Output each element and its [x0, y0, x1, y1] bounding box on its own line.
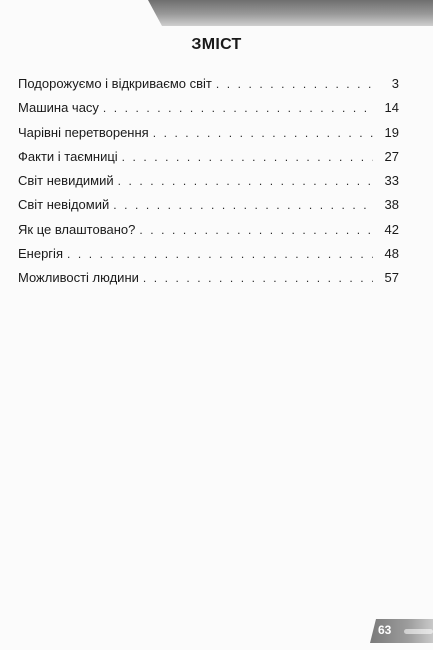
- toc-entry-page: 42: [384, 221, 399, 237]
- toc-entry-title: Світ невидимий: [18, 173, 114, 189]
- toc-entry[interactable]: [18, 100, 399, 124]
- toc-entry-title: Подорожуємо і відкриваємо світ: [18, 76, 212, 91]
- toc-entry-title: Як це влаштовано?: [18, 221, 136, 237]
- page-title: ЗМІСТ: [191, 36, 242, 53]
- page-number: 63: [378, 623, 392, 637]
- toc-dot-leader: [103, 100, 373, 116]
- toc-entry-page: 19: [384, 124, 399, 140]
- toc-entry-page: 48: [384, 246, 399, 262]
- toc-dot-leader: [67, 246, 373, 262]
- toc-dot-leader: [216, 76, 373, 92]
- toc-dot-leader: [143, 270, 373, 286]
- toc-dot-leader: [153, 125, 373, 141]
- toc-entry[interactable]: [18, 149, 399, 173]
- toc-entry-page: 57: [384, 270, 399, 286]
- toc-entry[interactable]: [18, 197, 399, 221]
- toc-dot-leader: [113, 197, 373, 213]
- footer-band-highlight: [404, 629, 433, 634]
- toc-entry[interactable]: [18, 173, 399, 197]
- toc-dot-leader: [122, 149, 373, 165]
- toc-entry-title: Машина часу: [18, 100, 99, 116]
- toc-entry[interactable]: [18, 222, 399, 246]
- toc-entry[interactable]: [18, 246, 399, 270]
- toc-entry-title: Світ невідомий: [18, 197, 110, 213]
- toc-entry-page: 38: [384, 197, 399, 213]
- table-of-contents: [18, 76, 399, 295]
- toc-entry-title: Енергія: [18, 246, 63, 262]
- toc-dot-leader: [118, 173, 373, 189]
- toc-entry-title: Факти і таємниці: [18, 148, 118, 164]
- toc-entry-page: 33: [384, 173, 399, 189]
- toc-dot-leader: [139, 222, 373, 238]
- toc-entry-page: 3: [391, 76, 399, 91]
- toc-entry-page: 27: [384, 148, 399, 164]
- toc-entry-page: 14: [384, 100, 399, 116]
- toc-entry[interactable]: [18, 270, 399, 294]
- header-decor-band: [148, 0, 433, 26]
- toc-entry[interactable]: [18, 125, 399, 149]
- toc-entry[interactable]: [18, 76, 399, 100]
- toc-entry-title: Можливості людини: [18, 270, 139, 286]
- toc-entry-title: Чарівні перетворення: [18, 124, 149, 140]
